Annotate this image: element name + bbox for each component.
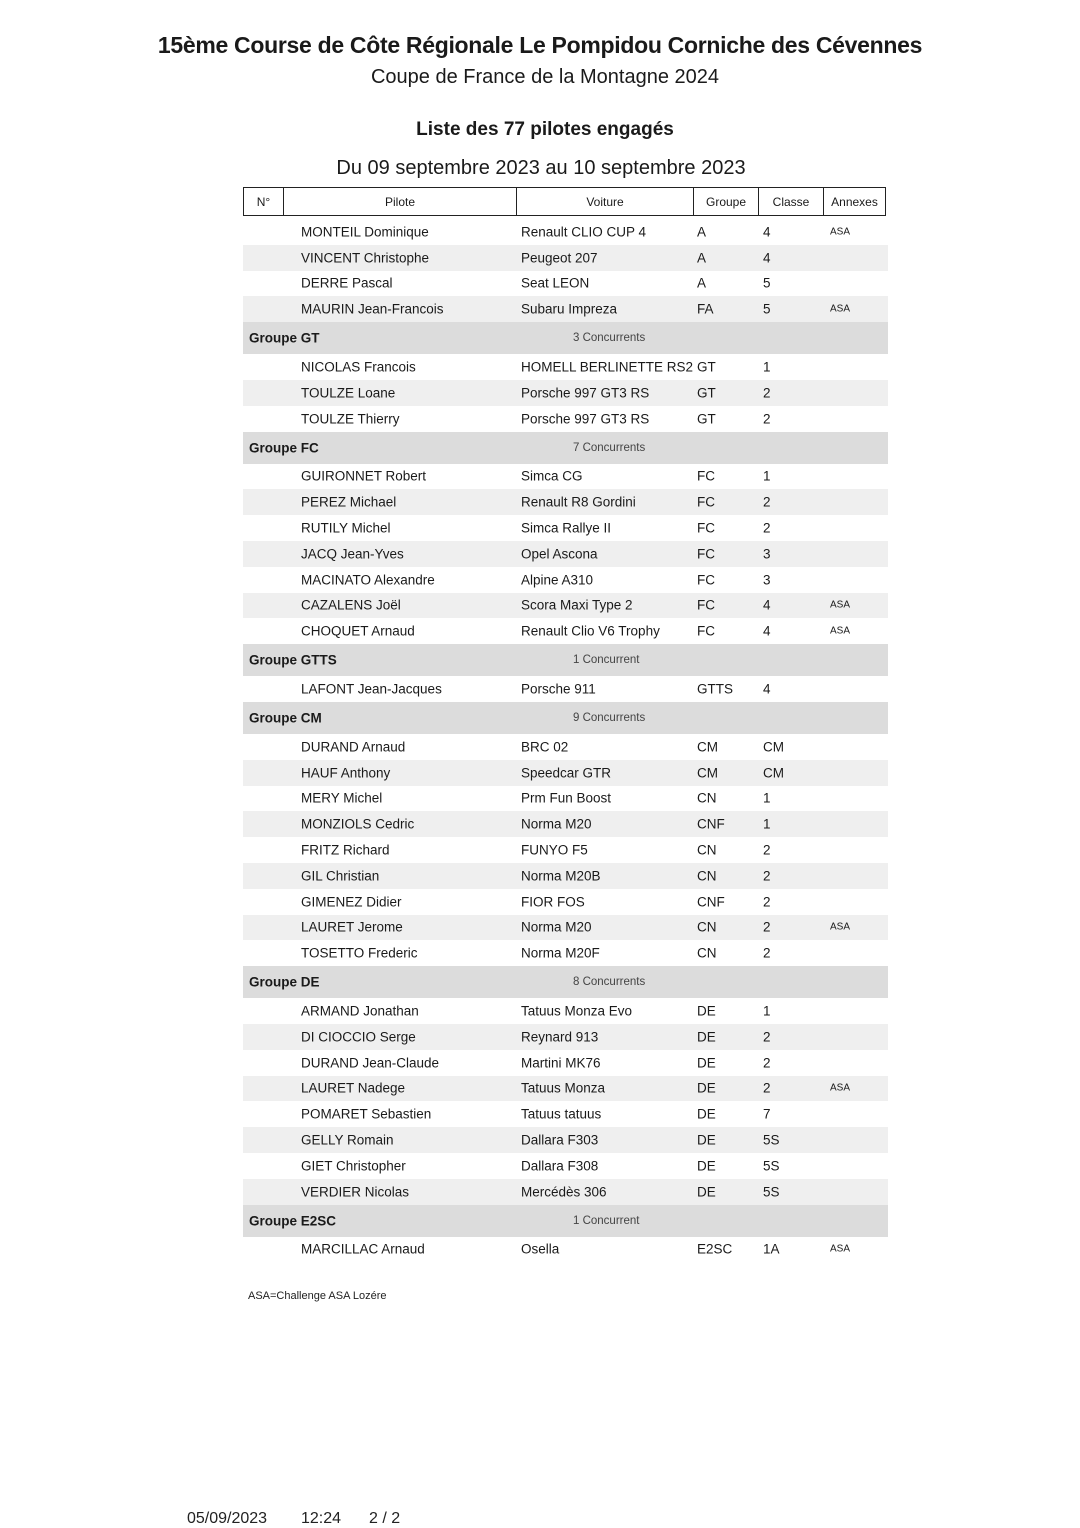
table-row (243, 245, 888, 271)
pilot-name: TOULZE Loane (301, 385, 396, 401)
car-model: Norma M20B (521, 868, 601, 884)
group-count: 1 Concurrent (573, 1214, 640, 1227)
car-group: FC (697, 546, 715, 562)
car-group: FC (697, 468, 715, 484)
car-model: Martini MK76 (521, 1055, 601, 1071)
table-row (243, 734, 888, 760)
footer-page: 2 / 2 (369, 1510, 401, 1527)
car-group: DE (697, 1029, 716, 1045)
car-model: FIOR FOS (521, 894, 585, 910)
car-class: 2 (763, 894, 771, 910)
entries-table (243, 219, 888, 1262)
car-class: CM (763, 765, 784, 781)
car-class: 1 (763, 468, 771, 484)
annex-tag: ASA (830, 303, 851, 315)
car-model: Scora Maxi Type 2 (521, 597, 633, 613)
car-model: Tatuus Monza (521, 1080, 606, 1096)
car-model: HOMELL BERLINETTE RS2 (521, 359, 694, 375)
car-class: 1 (763, 1003, 771, 1019)
car-class: 2 (763, 1055, 771, 1071)
car-class: 3 (763, 572, 771, 588)
car-model: Peugeot 207 (521, 250, 598, 266)
column-header-classe: Classe (759, 188, 824, 215)
car-class: 2 (763, 842, 771, 858)
car-model: Mercédès 306 (521, 1184, 607, 1200)
pilot-name: FRITZ Richard (301, 842, 390, 858)
car-model: Prm Fun Boost (521, 790, 612, 806)
pilot-name: RUTILY Michel (301, 520, 391, 536)
table-row (243, 1153, 888, 1179)
table-row (243, 889, 888, 915)
car-group: A (697, 224, 707, 240)
car-group: CNF (697, 894, 725, 910)
event-dates: Du 09 septembre 2023 au 10 septembre 2023 (336, 157, 746, 179)
table-row (243, 1237, 888, 1263)
pilot-name: MONZIOLS Cedric (301, 816, 415, 832)
car-model: Norma M20F (521, 945, 600, 961)
table-row (243, 915, 888, 941)
list-title: Liste des 77 pilotes engagés (416, 119, 674, 140)
car-class: CM (763, 739, 784, 755)
pilot-name: CHOQUET Arnaud (301, 623, 415, 639)
footer-time: 12:24 (301, 1510, 342, 1527)
car-group: DE (697, 1055, 716, 1071)
car-class: 1 (763, 790, 771, 806)
car-group: GT (697, 411, 716, 427)
pilot-name: DURAND Jean-Claude (301, 1055, 440, 1071)
car-model: Dallara F308 (521, 1158, 599, 1174)
car-class: 5 (763, 275, 771, 291)
car-class: 2 (763, 868, 771, 884)
table-row (243, 1024, 888, 1050)
table-row (243, 786, 888, 812)
car-class: 2 (763, 494, 771, 510)
table-row (243, 567, 888, 593)
annex-tag: ASA (830, 1082, 851, 1094)
table-row (243, 1101, 888, 1127)
car-group: A (697, 275, 707, 291)
car-model: Porsche 997 GT3 RS (521, 411, 650, 427)
car-class: 2 (763, 520, 771, 536)
car-group: CN (697, 842, 717, 858)
table-row (243, 1076, 888, 1102)
car-class: 4 (763, 597, 771, 613)
car-class: 3 (763, 546, 771, 562)
table-row (243, 219, 888, 245)
car-class: 2 (763, 945, 771, 961)
group-label: Groupe E2SC (249, 1213, 337, 1228)
pilot-name: HAUF Anthony (301, 765, 391, 781)
pilot-name: LAFONT Jean-Jacques (301, 681, 442, 697)
pilot-name: DI CIOCCIO Serge (301, 1029, 416, 1045)
column-header-num: N° (244, 188, 284, 215)
table-row (243, 515, 888, 541)
car-class: 2 (763, 385, 771, 401)
pilot-name: GELLY Romain (301, 1132, 394, 1148)
car-model: Seat LEON (521, 275, 590, 291)
car-group: FC (697, 494, 715, 510)
car-model: Dallara F303 (521, 1132, 599, 1148)
car-group: FA (697, 301, 714, 317)
table-row (243, 406, 888, 432)
car-group: DE (697, 1106, 716, 1122)
pilot-name: MACINATO Alexandre (301, 572, 435, 588)
table-row (243, 1127, 888, 1153)
car-group: DE (697, 1132, 716, 1148)
pilot-name: DERRE Pascal (301, 275, 393, 291)
annex-tag: ASA (830, 1243, 851, 1255)
table-row (243, 296, 888, 322)
table-row (243, 1050, 888, 1076)
column-header-voiture: Voiture (517, 188, 694, 215)
pilot-name: GIL Christian (301, 868, 380, 884)
document-title: 15ème Course de Côte Régionale Le Pompidou Corniche des Cévennes (157, 32, 923, 58)
pilot-name: PEREZ Michael (301, 494, 397, 510)
table-row (243, 541, 888, 567)
footer-date: 05/09/2023 (187, 1510, 268, 1527)
car-group: DE (697, 1003, 716, 1019)
table-row (243, 760, 888, 786)
car-model: Renault Clio V6 Trophy (521, 623, 660, 639)
pilot-name: CAZALENS Joël (301, 597, 401, 613)
car-model: Renault CLIO CUP 4 (521, 224, 647, 240)
group-header-row (243, 432, 888, 464)
group-label: Groupe FC (249, 440, 319, 456)
pilot-name: MAURIN Jean-Francois (301, 301, 444, 317)
car-model: Simca CG (521, 468, 583, 484)
car-model: Renault R8 Gordini (521, 494, 636, 510)
car-class: 1A (763, 1241, 780, 1257)
car-class: 2 (763, 919, 771, 935)
pilot-name: NICOLAS Francois (301, 359, 416, 375)
pilot-name: TOSETTO Frederic (301, 945, 418, 961)
car-model: Simca Rallye II (521, 520, 612, 536)
car-model: Norma M20 (521, 816, 592, 832)
car-group: CM (697, 739, 718, 755)
table-row (243, 863, 888, 889)
group-header-row (243, 644, 888, 676)
document-subtitle: Coupe de France de la Montagne 2024 (370, 66, 720, 88)
group-count: 1 Concurrent (573, 654, 640, 667)
footnote: ASA=Challenge ASA Lozére (248, 1290, 387, 1302)
group-header-row (243, 966, 888, 998)
table-row (243, 676, 888, 702)
pilot-name: ARMAND Jonathan (301, 1003, 419, 1019)
annex-tag: ASA (830, 599, 851, 611)
car-group: FC (697, 597, 715, 613)
car-group: FC (697, 572, 715, 588)
car-group: CN (697, 919, 717, 935)
car-class: 5S (763, 1132, 780, 1148)
table-row (243, 618, 888, 644)
table-row (243, 354, 888, 380)
car-class: 2 (763, 1080, 771, 1096)
car-group: GT (697, 359, 716, 375)
car-group: DE (697, 1080, 716, 1096)
annex-tag: ASA (830, 625, 851, 637)
group-count: 9 Concurrents (573, 711, 646, 724)
car-group: E2SC (697, 1241, 733, 1257)
pilot-name: LAURET Nadege (301, 1080, 406, 1096)
car-class: 2 (763, 1029, 771, 1045)
group-header-row (243, 1205, 888, 1237)
annex-tag: ASA (830, 921, 851, 933)
column-header-pilote: Pilote (284, 188, 517, 215)
pilot-name: DURAND Arnaud (301, 739, 406, 755)
car-group: DE (697, 1158, 716, 1174)
car-group: CNF (697, 816, 725, 832)
car-class: 4 (763, 623, 771, 639)
car-class: 1 (763, 816, 771, 832)
car-model: Osella (521, 1241, 560, 1257)
car-class: 1 (763, 359, 771, 375)
car-group: CN (697, 945, 717, 961)
pilot-name: GUIRONNET Robert (301, 468, 427, 484)
car-model: Speedcar GTR (521, 765, 612, 781)
table-header (243, 187, 886, 216)
pilot-name: MERY Michel (301, 790, 383, 806)
car-group: CN (697, 868, 717, 884)
table-row (243, 811, 888, 837)
pilot-name: TOULZE Thierry (301, 411, 400, 427)
car-model: Alpine A310 (521, 572, 594, 588)
car-group: DE (697, 1184, 716, 1200)
group-label: Groupe DE (249, 974, 320, 990)
car-model: Porsche 997 GT3 RS (521, 385, 650, 401)
table-row (243, 998, 888, 1024)
group-count: 7 Concurrents (573, 441, 646, 454)
table-row (243, 593, 888, 619)
car-model: Reynard 913 (521, 1029, 599, 1045)
car-model: Opel Ascona (521, 546, 598, 562)
car-class: 4 (763, 224, 771, 240)
pilot-name: VINCENT Christophe (301, 250, 430, 266)
car-class: 5S (763, 1184, 780, 1200)
car-model: Norma M20 (521, 919, 592, 935)
table-row (243, 1179, 888, 1205)
car-class: 7 (763, 1106, 771, 1122)
pilot-name: MONTEIL Dominique (301, 224, 429, 240)
car-model: Porsche 911 (521, 681, 596, 697)
group-label: Groupe GT (249, 330, 320, 346)
group-header-row (243, 322, 888, 354)
car-model: BRC 02 (521, 739, 569, 755)
table-row (243, 489, 888, 515)
annex-tag: ASA (830, 226, 851, 238)
car-model: FUNYO F5 (521, 842, 588, 858)
car-group: GT (697, 385, 716, 401)
car-group: CN (697, 790, 717, 806)
car-model: Tatuus tatuus (521, 1106, 602, 1122)
column-header-annexes: Annexes (831, 194, 878, 209)
group-count: 8 Concurrents (573, 976, 646, 989)
table-row (243, 271, 888, 297)
car-group: FC (697, 623, 715, 639)
car-class: 4 (763, 250, 771, 266)
table-row (243, 464, 888, 490)
pilot-name: MARCILLAC Arnaud (301, 1241, 425, 1257)
car-group: CM (697, 765, 718, 781)
table-row (243, 380, 888, 406)
group-label: Groupe GTTS (249, 652, 337, 668)
car-class: 2 (763, 411, 771, 427)
car-model: Tatuus Monza Evo (521, 1003, 633, 1019)
pilot-name: JACQ Jean-Yves (301, 546, 404, 562)
column-header-groupe: Groupe (694, 188, 759, 215)
car-class: 4 (763, 681, 771, 697)
pilot-name: VERDIER Nicolas (301, 1184, 410, 1200)
pilot-name: LAURET Jerome (301, 919, 403, 935)
group-count: 3 Concurrents (573, 332, 646, 345)
car-class: 5S (763, 1158, 780, 1174)
car-model: Subaru Impreza (521, 301, 618, 317)
pilot-name: POMARET Sebastien (301, 1106, 432, 1122)
car-group: A (697, 250, 707, 266)
car-class: 5 (763, 301, 771, 317)
table-row (243, 837, 888, 863)
group-header-row (243, 702, 888, 734)
group-label: Groupe CM (249, 710, 322, 726)
table-row (243, 940, 888, 966)
car-group: FC (697, 520, 715, 536)
pilot-name: GIET Christopher (301, 1158, 406, 1174)
pilot-name: GIMENEZ Didier (301, 894, 402, 910)
car-group: GTTS (697, 681, 733, 697)
